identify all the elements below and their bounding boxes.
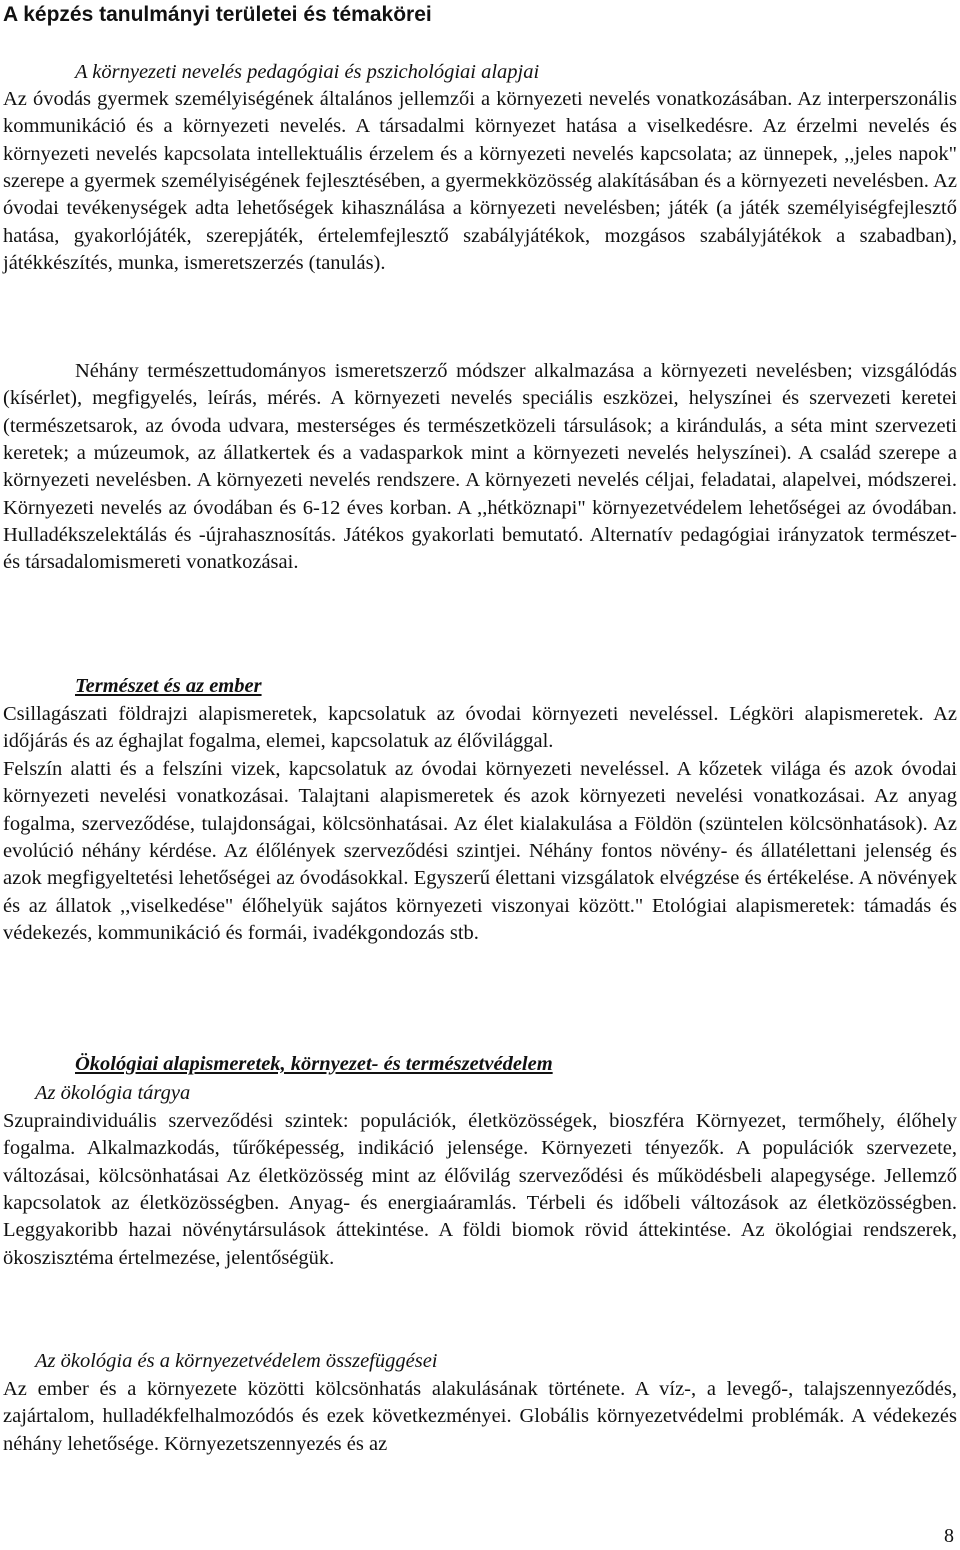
section-heading-nature: Természet és az ember (75, 675, 262, 697)
document-title: A képzés tanulmányi területei és témakörei (3, 3, 432, 26)
paragraph-nature-2: Felszín alatti és a felszíni vizek, kapcsolatuk az óvodai környezeti neveléssel. A kőzetek világa és azok óvodai környezeti nevelési vonatkozásai. Talajtani alapismeretek és azok környezeti nevelési vonatkozásai. Az anyag fogalma, szerveződése, tulajdonságai, kölcsönhatásai. Az élet kialakulása a Földön (szüntelen kölcsönhatások). Az evolúció néhány kérdése. Az élőlények szerveződési szintjei. Néhány fontos növény- és állatélettani jelenség és azok megfigyeltetési lehetőségei az óvodásokkal. Egyszerű élettani vizsgálatok elvégzése és értékelése. A növények és az állatok ,,viselkedése" élőhelyük sajátos környezeti viszonyai között." Etológiai alapismeretek: támadás és védekezés, kommunikáció és formái, ivadékgondozás stb. (3, 758, 957, 945)
paragraph-ecology-1: Szupraindividuális szerveződési szintek: populációk, életközösségek, bioszféra Környezet, termőhely, élőhely fogalma. Alkalmazkodás, tűrőképesség, indikáció jelensége. Környezeti tényezők. A populációk szervezete, változásai, kölcsönhatásai Az életközösség mint az élővilág szerveződési és működésbeli alapegysége. Jellemző kapcsolatok az életközösségben. Anyag- és energiaáramlás. Térbeli és időbeli változások az életközösségben. Leggyakoribb hazai növénytársulások áttekintése. A földi biomok rövid áttekintése. Az ökológiai rendszerek, ökoszisztéma értelmezése, jelentőségük. (3, 1110, 957, 1269)
paragraph-ecology-2: Az ember és a környezete közötti kölcsönhatás alakulásának története. A víz-, a levegő-, talajszennyeződés, zajártalom, hulladékfelhalmozódós és ezek következményei. Globális környezetvédelmi problémák. A védekezés néhány lehetősége. Környezetszennyezés és az (3, 1378, 957, 1455)
paragraph-pedagogy-2: Néhány természettudományos ismeretszerző módszer alkalmazása a környezeti nevelésben; vizsgálódás (kísérlet), megfigyelés, leírás, mérés. A környezeti nevelés speciális eszközei, helyszínei és szervezeti keretei (természetsarok, az óvoda udvara, mesterséges és természetközeli társulások; a kirándulás, a séta mint szervezeti keretek; a múzeumok, az állatkertek és a vadasparkok mint a környezeti nevelés helyszínei). A család szerepe a környezeti nevelésben. A környezeti nevelés rendszere. A környezeti nevelés céljai, feladatai, alapelvei, módszerei. Környezeti nevelés az óvodában és 6-12 éves korban. A ,,hétköznapi" környezetvédelem lehetőségei az óvodában. Hulladékszelektálás és -újrahasznosítás. Játékos gyakorlati bemutató. Alternatív pedagógiai irányzatok természet- és társadalomismereti vonatkozásai. (3, 360, 957, 574)
paragraph-nature-1: Csillagászati földrajzi alapismeretek, kapcsolatuk az óvodai környezeti neveléssel. Légköri alapismeretek. Az időjárás és az éghajlat fogalma, elemei, kapcsolatuk az élővilággal. (3, 703, 957, 753)
section-heading-pedagogy: A környezeti nevelés pedagógiai és pszichológiai alapjai (75, 61, 540, 83)
subheading-ecology-subject: Az ökológia tárgya (35, 1082, 191, 1104)
page-number: 8 (944, 1525, 954, 1547)
subheading-ecology-environment: Az ökológia és a környezetvédelem összefüggései (35, 1350, 438, 1372)
paragraph-pedagogy-1: Az óvodás gyermek személyiségének általános jellemzői a környezeti nevelés vonatkozásában. Az interperszonális kommunikáció és a környezeti nevelés. A társadalmi környezet hatása a viselkedésre. Az érzelmi nevelés és környezeti nevelés kapcsolata intellektuális érzelem és a környezeti nevelés kapcsolata; az ünnepek, ,,jeles napok" szerepe a gyermek személyiségének fejlesztésében, a gyermekközösség alakításában és a környezeti nevelésben. Az óvodai tevékenységek adta lehetőségek kihasználása a környezeti nevelésben; játék (a játék személyiségfejlesztő hatása, gyakorlójáték, szerepjáték, értelemfejlesztő szabályjátékok, mozgásos szabályjátékok a szabadban), játékkészítés, munka, ismeretszerzés (tanulás). (3, 88, 957, 275)
section-heading-ecology: Ökológiai alapismeretek, környezet- és természetvédelem (75, 1053, 553, 1075)
